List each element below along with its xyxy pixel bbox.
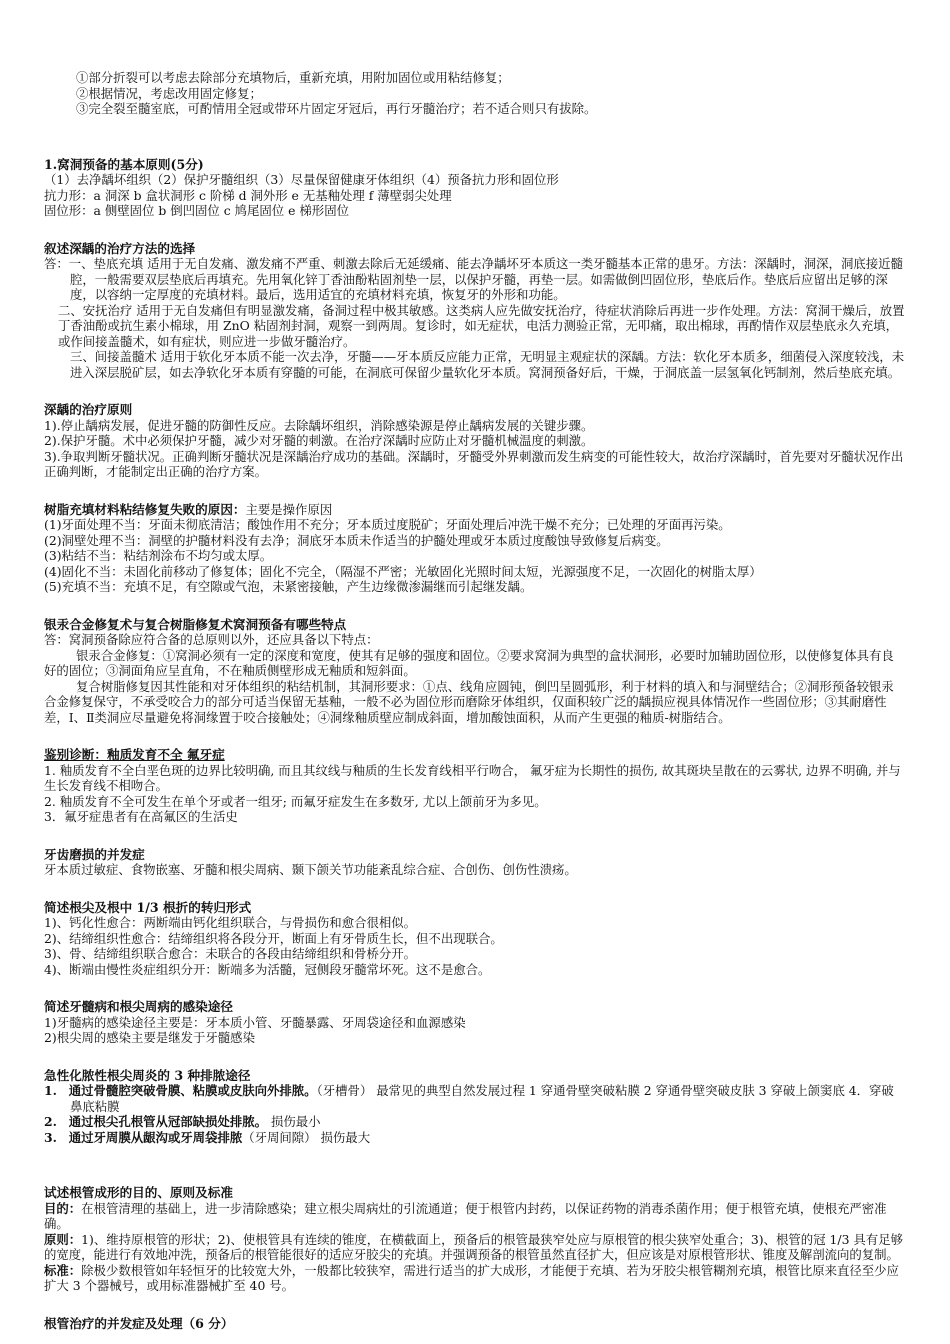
paragraph-label: 标准： (44, 1262, 82, 1278)
list-item (44, 1083, 906, 1114)
section-line: 1)、钙化性愈合：两断端由钙化组织联合，与骨损伤和愈合很相似。 (44, 915, 417, 930)
paragraph (44, 1201, 906, 1232)
list-item-text: （牙周间隙） 损伤最大 (242, 1129, 371, 1145)
list-item-text: （牙槽骨） 最常见的典型自然发展过程 1 穿通骨壁突破粘膜 2 穿通骨壁突破皮肤 3 穿破上颌窦底 4．穿破鼻底粘膜 (70, 1083, 894, 1114)
section-line: (4)固化不当：未固化前移动了修复体；固化不完全，（隔湿不严密；光敏固化光照时间太短，光源强度不足，一次固化的树脂太厚） (44, 563, 762, 579)
intro-line: ③完全裂至髓室底，可酌情用全冠或带环片固定牙冠后，再行牙髓治疗；若不适合则只有拔除。 (76, 101, 597, 116)
paragraph (44, 1263, 906, 1294)
paragraph (44, 1232, 906, 1263)
paragraph: 三、间接盖髓术 适用于软化牙本质不能一次去净，牙髓——牙本质反应能力正常，无明显主观症状的深龋。方法：软化牙本质多，细菌侵入深度较浅，未进入深层脱矿层，如去净软化牙本质有穿髓的可能，在洞底可保留少量软化牙本质。窝洞预备好后，干燥，于洞底盖一层氢氧化钙制剂，然后垫底充填。 (70, 349, 905, 380)
section-title-line (44, 502, 906, 518)
section-differential-diagnosis (44, 747, 906, 825)
section-title: 1.窝洞预备的基本原则(5分) (44, 156, 204, 172)
section-title: 急性化脓性根尖周炎的 3 种排脓途径 (44, 1067, 251, 1083)
section-line: （1）去净龋坏组织（2）保护牙髓组织（3）尽量保留健康牙体组织（4）预备抗力形和固位形 (44, 172, 559, 187)
paragraph: 复合树脂修复因其性能和对牙体组织的粘结机制，其洞形要求：①点、线角应圆钝，倒凹呈圆弧形，利于材料的填入和与洞壁结合；②洞形预备较银汞合金修复保守，不承受咬合力的部分可适当保留无基釉，一般不必为固位形而磨除牙体组织，仅面积较广泛的龋损应视具体情况作一些固位形；③其耐磨性差，Ⅰ、Ⅱ类洞应尽量避免将洞缘置于咬合接触处；④洞缘釉质壁应制成斜面，增加酸蚀面积，从而产生更强的釉质-树脂结合。 (44, 678, 894, 725)
list-number: 2. (44, 1114, 57, 1129)
section-cavity-principles (44, 157, 906, 219)
section-line: 4)、断端由慢性炎症组织分开：断端多为活髓，冠侧段牙髓常坏死。这不是愈合。 (44, 961, 491, 977)
section-title: 深龋的治疗原则 (44, 402, 133, 417)
paragraph-label: 原则： (44, 1231, 82, 1247)
list-number: 1. (44, 1083, 57, 1098)
list-item-bold: 通过根尖孔根管从冠部缺损处排脓。 (68, 1114, 268, 1129)
section-line: 1).停止龋病发展，促进牙髓的防御性反应。去除龋坏组织，消除感染源是停止龋病发展的关键步骤。 (44, 417, 594, 433)
list-number: 3. (44, 1129, 57, 1145)
section-line: 牙本质过敏症、食物嵌塞、牙髓和根尖周病、颞下颌关节功能紊乱综合症、合创伤、创伤性溃疡。 (44, 862, 577, 877)
section-line: 3)、骨、结缔组织联合愈合：未联合的各段由结缔组织和骨桥分开。 (44, 946, 417, 961)
intro-line: ②根据情况，考虑改用固定修复； (76, 85, 262, 101)
section-line: 固位形：a 侧壁固位 b 倒凹固位 c 鸠尾固位 e 梯形固位 (44, 203, 349, 218)
section-amalgam-vs-resin (44, 617, 906, 726)
section-title: 牙齿磨损的并发症 (44, 846, 145, 862)
section-canal-shaping (44, 1185, 906, 1294)
section-attrition-complications (44, 847, 906, 878)
section-title: 银汞合金修复术与复合树脂修复术窝洞预备有哪些特点 (44, 616, 347, 632)
paragraph: 答：窝洞预备除应符合备的总原则以外，还应具备以下特点： (44, 632, 379, 647)
section-rct-complications (44, 1316, 906, 1332)
section-pus-drainage (44, 1068, 906, 1146)
section-title: 鉴别诊断：釉质发育不全 氟牙症 (44, 747, 225, 762)
document-page (44, 70, 906, 1331)
section-line: (1)牙面处理不当：牙面未彻底清洁；酸蚀作用不充分；牙本质过度脱矿；牙面处理后冲洗干燥不充分；已处理的牙面再污染。 (44, 517, 731, 532)
section-title: 试述根管成形的目的、原则及标准 (44, 1185, 233, 1200)
section-line: 3．氟牙症患者有在高氟区的生活史 (44, 809, 238, 824)
paragraph: 二、安抚治疗 适用于无自发痛但有明显激发痛，备洞过程中极其敏感。这类病人应先做安抚治疗，待症状消除后再进一步作处理。方法：窝洞干燥后，放置丁香油酚或抗生素小棉球，用 ZnO 粘固剂封洞，观察一到两周。复诊时，如无症状，电活力测验正常，无叩痛，取出棉球，再酌情作双层垫底永久充填，或作间接盖髓术，如有症状，则应进一步做牙髓治疗。 (58, 302, 905, 349)
paragraph: 答：一、垫底充填 适用于无自发痛、激发痛不严重、刺激去除后无延缓痛、能去净龋坏牙本质这一类牙髓基本正常的患牙。方法：深龋时，洞深，洞底接近髓腔，一般需要双层垫底后再填充。先用氧化锌丁香油酚粘固剂垫一层，以保护牙髓，再垫一层。如需做倒凹固位形，垫底后作。垫底后应留出足够的深度，以容纳一定厚度的充填材料。最后，选用适宜的充填材料充填，恢复牙的外形和功能。 (44, 256, 903, 302)
section-deep-caries-principles (44, 402, 906, 480)
section-line: (3)粘结不当：粘结剂涂布不均匀或太厚。 (44, 548, 273, 563)
section-deep-caries-methods (44, 241, 906, 381)
list-item (44, 1130, 906, 1146)
section-line: (5)充填不当：充填不足，有空隙或气泡，未紧密接触，产生边缘微渗漏继而引起继发龋。 (44, 579, 533, 594)
section-line: 2. 釉质发育不全可发生在单个牙或者一组牙; 而氟牙症发生在多数牙, 尤以上颌前牙为多见。 (44, 793, 547, 809)
paragraph-label: 目的： (44, 1200, 82, 1216)
list-item (44, 1114, 906, 1130)
section-line: 1. 釉质发育不全白垩色斑的边界比较明确, 而且其纹线与釉质的生长发育线相平行吻合， 氟牙症为长期性的损伤, 故其斑块呈散在的云雾状, 边界不明确, 并与生长发育线不相吻合。 (44, 762, 901, 793)
section-line: 2).保护牙髓。术中必须保护牙髓，减少对牙髓的刺激。在治疗深龋时应防止对牙髓机械温度的刺激。 (44, 433, 594, 448)
section-title: 简述牙髓病和根尖周病的感染途径 (44, 999, 233, 1014)
paragraph-text: 1)、维持原根管的形状；2)、使根管具有连续的锥度，在横截面上，预备后的根管最狭窄处应与原根管的根尖狭窄处重合；3)、根管的冠 1/3 具有足够的宽度，能进行有效地冲洗，预备后的根管能很好的适应牙胶尖的充填。并强调预备的根管虽然直径扩大，但应该是对原根管形状、锥度及解剖流向的复制。 (44, 1231, 903, 1262)
section-line: 2)、结缔组织性愈合：结缔组织将各段分开，断面上有牙骨质生长，但不出现联合。 (44, 930, 503, 946)
section-line: 3).争取判断牙髓状况。正确判断牙髓状况是深龋治疗成功的基础。深龋时，牙髓受外界刺激而发生病变的可能性较大，故治疗深龋时，首先要对牙髓状况作出正确判断，才能制定出正确的治疗方案。 (44, 448, 904, 479)
list-item-text: 损伤最小 (267, 1114, 321, 1129)
intro-block (44, 70, 906, 117)
section-line: 1)牙髓病的感染途径主要是：牙本质小管、牙髓暴露、牙周袋途径和血源感染 (44, 1014, 466, 1030)
section-title: 叙述深龋的治疗方法的选择 (44, 240, 196, 256)
section-line: 抗力形：a 洞深 b 盒状洞形 c 阶梯 d 洞外形 e 无基釉处理 f 薄壁弱尖处理 (44, 187, 452, 203)
list-item-bold: 通过牙周膜从龈沟或牙周袋排脓 (68, 1129, 243, 1145)
section-line: 2)根尖周的感染主要是继发于牙髓感染 (44, 1030, 255, 1045)
paragraph: 银汞合金修复：①窝洞必须有一定的深度和宽度，使其有足够的强度和固位。②要求窝洞为典型的盒状洞形，必要时加辅助固位形，以使修复体具有良好的固位；③洞面角应呈直角，不在釉质侧壁形成无釉质和短斜面。 (44, 647, 894, 678)
section-root-fracture-healing (44, 900, 906, 978)
section-infection-routes (44, 999, 906, 1046)
paragraph-text: 除极少数根管如年轻恒牙的比较宽大外，一般都比较狭窄，需进行适当的扩大成形，才能便于充填、若为牙胶尖根管糊剂充填，根管比原来直径至少应扩大 3 个器械号，或用标准器械扩至 40 号。 (44, 1262, 899, 1293)
section-title: 简述根尖及根中 1/3 根折的转归形式 (44, 899, 252, 915)
section-title: 树脂充填材料粘结修复失败的原因： (44, 501, 246, 517)
section-line: (2)洞壁处理不当：洞壁的护髓材料没有去净；洞底牙本质未作适当的护髓处理或牙本质过度酸蚀导致修复后病变。 (44, 532, 669, 548)
section-title-tail: 主要是操作原因 (245, 501, 333, 517)
intro-line: ①部分折裂可以考虑去除部分充填物后，重新充填，用附加固位或用粘结修复； (76, 70, 510, 85)
list-item-bold: 通过骨髓腔突破骨膜、粘膜或皮肤向外排脓。 (68, 1083, 317, 1098)
section-resin-failure (44, 502, 906, 595)
section-title: 根管治疗的并发症及处理（6 分） (44, 1315, 234, 1331)
paragraph-text: 在根管清理的基础上，进一步清除感染；建立根尖周病灶的引流通道；便于根管内封药，以保证药物的消毒杀菌作用；便于根管充填，使根充严密准确。 (44, 1200, 887, 1231)
